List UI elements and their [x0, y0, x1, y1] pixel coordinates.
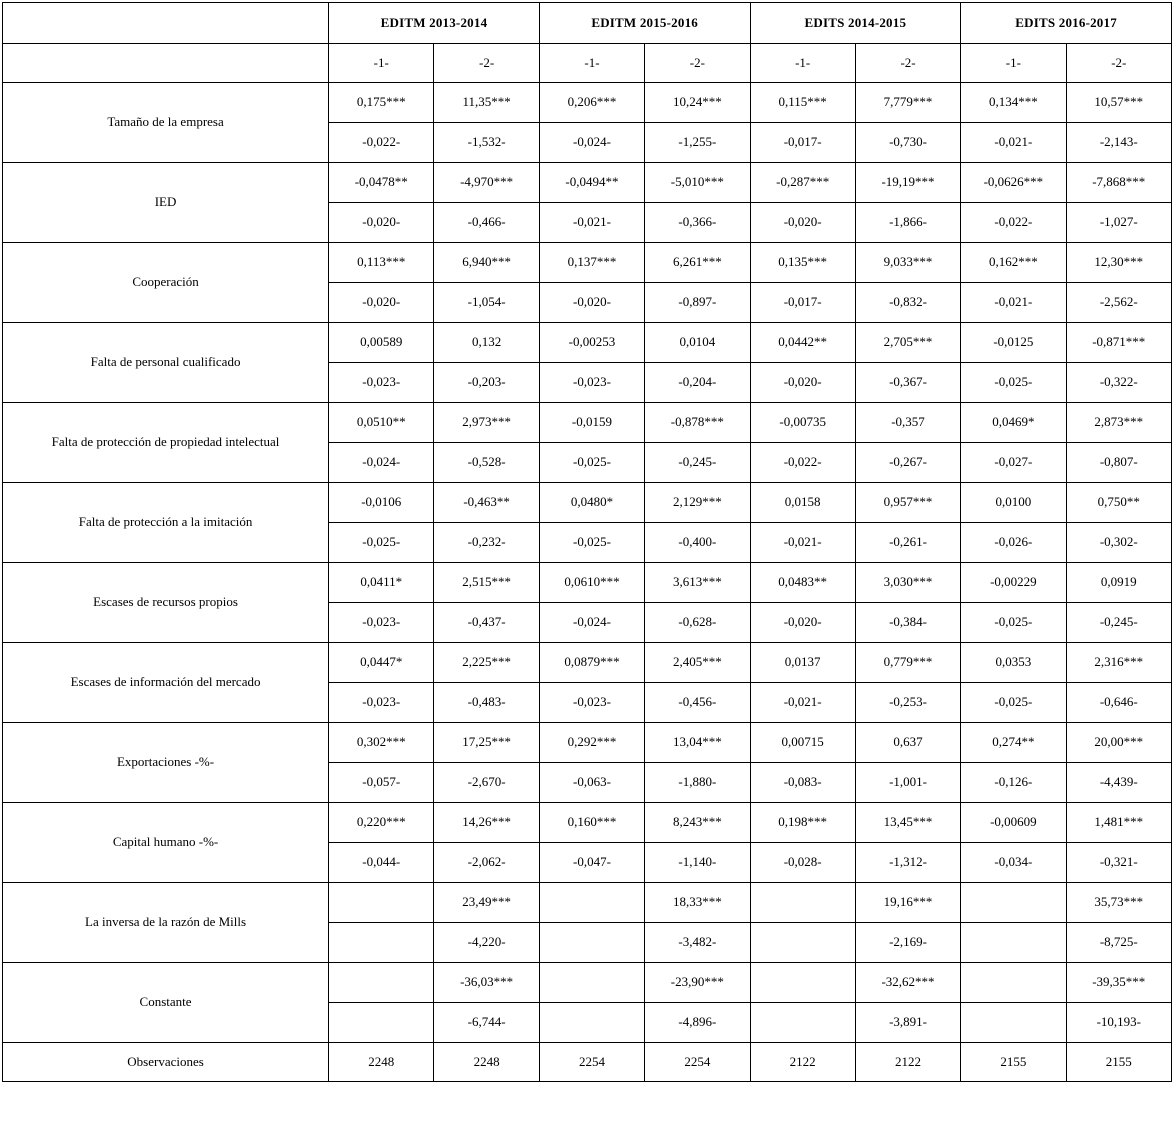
coefficient-cell: 0,292***	[539, 723, 644, 763]
standard-error-cell	[961, 1003, 1066, 1043]
coefficient-cell: 0,0411*	[329, 563, 434, 603]
coefficient-cell: 1,481***	[1066, 803, 1171, 843]
coefficient-cell: 0,00715	[750, 723, 855, 763]
model-subheader-6: -2-	[855, 44, 960, 83]
standard-error-cell: -0,022-	[961, 203, 1066, 243]
standard-error-cell: -10,193-	[1066, 1003, 1171, 1043]
observations-cell: 2248	[434, 1043, 539, 1082]
standard-error-cell: -3,891-	[855, 1003, 960, 1043]
variable-label: Constante	[3, 963, 329, 1043]
coefficient-cell: 0,0100	[961, 483, 1066, 523]
standard-error-cell: -1,140-	[645, 843, 750, 883]
observations-cell: 2122	[750, 1043, 855, 1082]
standard-error-cell: -0,321-	[1066, 843, 1171, 883]
coefficient-cell: -0,287***	[750, 163, 855, 203]
observations-cell: 2122	[855, 1043, 960, 1082]
standard-error-cell: -0,024-	[539, 603, 644, 643]
standard-error-cell: -0,047-	[539, 843, 644, 883]
table-row	[3, 83, 1172, 123]
standard-error-cell: -1,054-	[434, 283, 539, 323]
variable-label: Cooperación	[3, 243, 329, 323]
coefficient-cell: 17,25***	[434, 723, 539, 763]
coefficient-cell: -5,010***	[645, 163, 750, 203]
model-subheader-1: -1-	[329, 44, 434, 83]
table-row	[3, 243, 1172, 283]
coefficient-cell: -23,90***	[645, 963, 750, 1003]
variable-label: Escases de recursos propios	[3, 563, 329, 643]
coefficient-cell: 0,0879***	[539, 643, 644, 683]
group-header-row	[3, 3, 1172, 44]
coefficient-cell: 6,261***	[645, 243, 750, 283]
standard-error-cell: -3,482-	[645, 923, 750, 963]
standard-error-cell: -0,063-	[539, 763, 644, 803]
group-header-3: EDITS 2014-2015	[750, 3, 961, 44]
table-row	[3, 483, 1172, 523]
group-header-4: EDITS 2016-2017	[961, 3, 1172, 44]
coefficient-cell: 0,750**	[1066, 483, 1171, 523]
variable-label: IED	[3, 163, 329, 243]
coefficient-cell	[329, 963, 434, 1003]
coefficient-cell: -7,868***	[1066, 163, 1171, 203]
coefficient-cell: 0,302***	[329, 723, 434, 763]
coefficient-cell: 0,00589	[329, 323, 434, 363]
coefficient-cell: 0,637	[855, 723, 960, 763]
coefficient-cell: 10,57***	[1066, 83, 1171, 123]
standard-error-cell: -0,021-	[750, 523, 855, 563]
coefficient-cell: 0,137***	[539, 243, 644, 283]
coefficient-cell: -0,0106	[329, 483, 434, 523]
standard-error-cell: -0,025-	[329, 523, 434, 563]
standard-error-cell: -4,439-	[1066, 763, 1171, 803]
coefficient-cell: 0,220***	[329, 803, 434, 843]
group-header-1: EDITM 2013-2014	[329, 3, 540, 44]
standard-error-cell	[750, 923, 855, 963]
standard-error-cell	[750, 1003, 855, 1043]
standard-error-cell: -0,204-	[645, 363, 750, 403]
standard-error-cell: -0,023-	[329, 603, 434, 643]
standard-error-cell: -0,057-	[329, 763, 434, 803]
coefficient-cell: 3,030***	[855, 563, 960, 603]
standard-error-cell: -0,034-	[961, 843, 1066, 883]
standard-error-cell: -0,126-	[961, 763, 1066, 803]
observations-row	[3, 1043, 1172, 1082]
standard-error-cell: -0,322-	[1066, 363, 1171, 403]
standard-error-cell: -0,021-	[539, 203, 644, 243]
coefficient-cell: 0,274**	[961, 723, 1066, 763]
coefficient-cell: 2,316***	[1066, 643, 1171, 683]
standard-error-cell: -2,562-	[1066, 283, 1171, 323]
coefficient-cell: 7,779***	[855, 83, 960, 123]
coefficient-cell: 13,45***	[855, 803, 960, 843]
coefficient-cell: 2,973***	[434, 403, 539, 443]
standard-error-cell: -0,646-	[1066, 683, 1171, 723]
coefficient-cell: 9,033***	[855, 243, 960, 283]
coefficient-cell: -39,35***	[1066, 963, 1171, 1003]
variable-label: La inversa de la razón de Mills	[3, 883, 329, 963]
coefficient-cell	[539, 963, 644, 1003]
coefficient-cell: 2,225***	[434, 643, 539, 683]
subheader-corner-blank	[3, 44, 329, 83]
standard-error-cell: -0,483-	[434, 683, 539, 723]
standard-error-cell: -0,025-	[539, 443, 644, 483]
model-subheader-4: -2-	[645, 44, 750, 83]
standard-error-cell: -1,312-	[855, 843, 960, 883]
coefficient-cell: 3,613***	[645, 563, 750, 603]
standard-error-cell: -0,021-	[961, 123, 1066, 163]
coefficient-cell: 2,405***	[645, 643, 750, 683]
standard-error-cell: -0,437-	[434, 603, 539, 643]
standard-error-cell: -1,255-	[645, 123, 750, 163]
coefficient-cell: -0,0125	[961, 323, 1066, 363]
coefficient-cell	[750, 883, 855, 923]
coefficient-cell: 0,779***	[855, 643, 960, 683]
coefficient-cell: 13,04***	[645, 723, 750, 763]
table-row	[3, 723, 1172, 763]
table-row	[3, 163, 1172, 203]
coefficient-cell: 23,49***	[434, 883, 539, 923]
standard-error-cell: -0,020-	[539, 283, 644, 323]
coefficient-cell: 0,162***	[961, 243, 1066, 283]
table-row	[3, 963, 1172, 1003]
coefficient-cell: 0,160***	[539, 803, 644, 843]
coefficient-cell: 0,132	[434, 323, 539, 363]
standard-error-cell	[539, 923, 644, 963]
standard-error-cell: -0,245-	[645, 443, 750, 483]
standard-error-cell: -0,083-	[750, 763, 855, 803]
coefficient-cell	[750, 963, 855, 1003]
standard-error-cell: -0,203-	[434, 363, 539, 403]
standard-error-cell: -0,730-	[855, 123, 960, 163]
standard-error-cell: -0,017-	[750, 123, 855, 163]
model-subheader-3: -1-	[539, 44, 644, 83]
standard-error-cell: -0,021-	[750, 683, 855, 723]
table-row	[3, 563, 1172, 603]
standard-error-cell: -0,456-	[645, 683, 750, 723]
coefficient-cell: 35,73***	[1066, 883, 1171, 923]
standard-error-cell: -0,367-	[855, 363, 960, 403]
standard-error-cell: -0,253-	[855, 683, 960, 723]
coefficient-cell	[539, 883, 644, 923]
coefficient-cell: 0,0442**	[750, 323, 855, 363]
coefficient-cell: 0,0158	[750, 483, 855, 523]
standard-error-cell: -0,017-	[750, 283, 855, 323]
variable-label: Tamaño de la empresa	[3, 83, 329, 163]
standard-error-cell: -0,400-	[645, 523, 750, 563]
model-subheader-2: -2-	[434, 44, 539, 83]
standard-error-cell: -1,532-	[434, 123, 539, 163]
coefficient-cell: 11,35***	[434, 83, 539, 123]
regression-table-sheet	[0, 2, 1173, 1082]
variable-label: Falta de protección a la imitación	[3, 483, 329, 563]
table-row	[3, 643, 1172, 683]
variable-label: Falta de protección de propiedad intelectual	[3, 403, 329, 483]
standard-error-cell: -0,020-	[329, 203, 434, 243]
standard-error-cell: -2,169-	[855, 923, 960, 963]
standard-error-cell: -0,366-	[645, 203, 750, 243]
standard-error-cell: -0,021-	[961, 283, 1066, 323]
coefficient-cell: 0,0510**	[329, 403, 434, 443]
table-row	[3, 883, 1172, 923]
standard-error-cell: -0,022-	[750, 443, 855, 483]
coefficient-cell: 8,243***	[645, 803, 750, 843]
standard-error-cell	[329, 923, 434, 963]
standard-error-cell: -0,023-	[539, 683, 644, 723]
coefficient-cell: 0,0610***	[539, 563, 644, 603]
table-row	[3, 803, 1172, 843]
coefficient-cell: 0,0104	[645, 323, 750, 363]
standard-error-cell: -0,628-	[645, 603, 750, 643]
observations-cell: 2248	[329, 1043, 434, 1082]
standard-error-cell: -0,023-	[539, 363, 644, 403]
coefficient-cell: 14,26***	[434, 803, 539, 843]
standard-error-cell: -0,020-	[329, 283, 434, 323]
coefficient-cell: 0,0353	[961, 643, 1066, 683]
coefficient-cell: -0,463**	[434, 483, 539, 523]
observations-cell: 2254	[645, 1043, 750, 1082]
observations-cell: 2155	[961, 1043, 1066, 1082]
standard-error-cell: -0,897-	[645, 283, 750, 323]
standard-error-cell: -4,896-	[645, 1003, 750, 1043]
header-corner-blank	[3, 3, 329, 44]
coefficient-cell: 0,198***	[750, 803, 855, 843]
standard-error-cell: -0,261-	[855, 523, 960, 563]
standard-error-cell: -0,024-	[329, 443, 434, 483]
coefficient-cell: -0,0478**	[329, 163, 434, 203]
standard-error-cell: -0,384-	[855, 603, 960, 643]
standard-error-cell: -0,020-	[750, 603, 855, 643]
standard-error-cell: -0,832-	[855, 283, 960, 323]
standard-error-cell: -2,670-	[434, 763, 539, 803]
coefficient-cell: -0,00609	[961, 803, 1066, 843]
coefficient-cell: 2,515***	[434, 563, 539, 603]
coefficient-cell: -0,0494**	[539, 163, 644, 203]
standard-error-cell	[329, 1003, 434, 1043]
coefficient-cell: 0,175***	[329, 83, 434, 123]
model-subheader-5: -1-	[750, 44, 855, 83]
variable-label: Falta de personal cualificado	[3, 323, 329, 403]
coefficient-cell: 0,113***	[329, 243, 434, 283]
coefficient-cell: 10,24***	[645, 83, 750, 123]
standard-error-cell: -0,024-	[539, 123, 644, 163]
standard-error-cell: -0,302-	[1066, 523, 1171, 563]
standard-error-cell: -8,725-	[1066, 923, 1171, 963]
standard-error-cell: -0,232-	[434, 523, 539, 563]
coefficient-cell: 0,134***	[961, 83, 1066, 123]
coefficient-cell: -32,62***	[855, 963, 960, 1003]
coefficient-cell: -0,357	[855, 403, 960, 443]
standard-error-cell: -0,025-	[961, 683, 1066, 723]
coefficient-cell: 12,30***	[1066, 243, 1171, 283]
standard-error-cell: -0,020-	[750, 363, 855, 403]
standard-error-cell: -0,025-	[539, 523, 644, 563]
model-subheader-7: -1-	[961, 44, 1066, 83]
coefficient-cell: 2,705***	[855, 323, 960, 363]
coefficient-cell: 0,115***	[750, 83, 855, 123]
observations-cell: 2155	[1066, 1043, 1171, 1082]
standard-error-cell: -0,020-	[750, 203, 855, 243]
coefficient-cell: 0,957***	[855, 483, 960, 523]
standard-error-cell: -0,267-	[855, 443, 960, 483]
coefficient-cell: 0,206***	[539, 83, 644, 123]
coefficient-cell: -19,19***	[855, 163, 960, 203]
table-row	[3, 323, 1172, 363]
coefficient-cell: -0,878***	[645, 403, 750, 443]
coefficient-cell: 0,0483**	[750, 563, 855, 603]
coefficient-cell: 0,0480*	[539, 483, 644, 523]
group-header-2: EDITM 2015-2016	[539, 3, 750, 44]
standard-error-cell: -0,807-	[1066, 443, 1171, 483]
regression-results-table	[2, 2, 1172, 1082]
coefficient-cell: 6,940***	[434, 243, 539, 283]
coefficient-cell: 0,0919	[1066, 563, 1171, 603]
coefficient-cell: 2,129***	[645, 483, 750, 523]
coefficient-cell: -0,00253	[539, 323, 644, 363]
coefficient-cell: -0,0159	[539, 403, 644, 443]
standard-error-cell: -1,027-	[1066, 203, 1171, 243]
sub-header-row	[3, 44, 1172, 83]
standard-error-cell: -0,466-	[434, 203, 539, 243]
table-body	[3, 3, 1172, 1082]
coefficient-cell: 0,0137	[750, 643, 855, 683]
coefficient-cell: 20,00***	[1066, 723, 1171, 763]
observations-label: Observaciones	[3, 1043, 329, 1082]
coefficient-cell: -36,03***	[434, 963, 539, 1003]
standard-error-cell: -0,245-	[1066, 603, 1171, 643]
standard-error-cell: -0,027-	[961, 443, 1066, 483]
variable-label: Capital humano -%-	[3, 803, 329, 883]
standard-error-cell: -1,001-	[855, 763, 960, 803]
standard-error-cell: -4,220-	[434, 923, 539, 963]
standard-error-cell: -1,880-	[645, 763, 750, 803]
observations-cell: 2254	[539, 1043, 644, 1082]
standard-error-cell	[961, 923, 1066, 963]
coefficient-cell: 0,0469*	[961, 403, 1066, 443]
standard-error-cell: -0,023-	[329, 363, 434, 403]
model-subheader-8: -2-	[1066, 44, 1171, 83]
standard-error-cell: -6,744-	[434, 1003, 539, 1043]
standard-error-cell: -2,062-	[434, 843, 539, 883]
coefficient-cell: -0,871***	[1066, 323, 1171, 363]
standard-error-cell: -0,025-	[961, 363, 1066, 403]
coefficient-cell: 0,0447*	[329, 643, 434, 683]
coefficient-cell: -0,00735	[750, 403, 855, 443]
coefficient-cell: 0,135***	[750, 243, 855, 283]
variable-label: Escases de información del mercado	[3, 643, 329, 723]
coefficient-cell: -4,970***	[434, 163, 539, 203]
variable-label: Exportaciones -%-	[3, 723, 329, 803]
coefficient-cell: -0,0626***	[961, 163, 1066, 203]
standard-error-cell: -2,143-	[1066, 123, 1171, 163]
standard-error-cell: -0,025-	[961, 603, 1066, 643]
standard-error-cell: -0,022-	[329, 123, 434, 163]
coefficient-cell	[329, 883, 434, 923]
standard-error-cell: -0,026-	[961, 523, 1066, 563]
standard-error-cell	[539, 1003, 644, 1043]
coefficient-cell: 19,16***	[855, 883, 960, 923]
coefficient-cell	[961, 883, 1066, 923]
standard-error-cell: -0,044-	[329, 843, 434, 883]
coefficient-cell: 18,33***	[645, 883, 750, 923]
coefficient-cell	[961, 963, 1066, 1003]
standard-error-cell: -0,023-	[329, 683, 434, 723]
standard-error-cell: -0,028-	[750, 843, 855, 883]
standard-error-cell: -0,528-	[434, 443, 539, 483]
coefficient-cell: 2,873***	[1066, 403, 1171, 443]
coefficient-cell: -0,00229	[961, 563, 1066, 603]
table-row	[3, 403, 1172, 443]
standard-error-cell: -1,866-	[855, 203, 960, 243]
